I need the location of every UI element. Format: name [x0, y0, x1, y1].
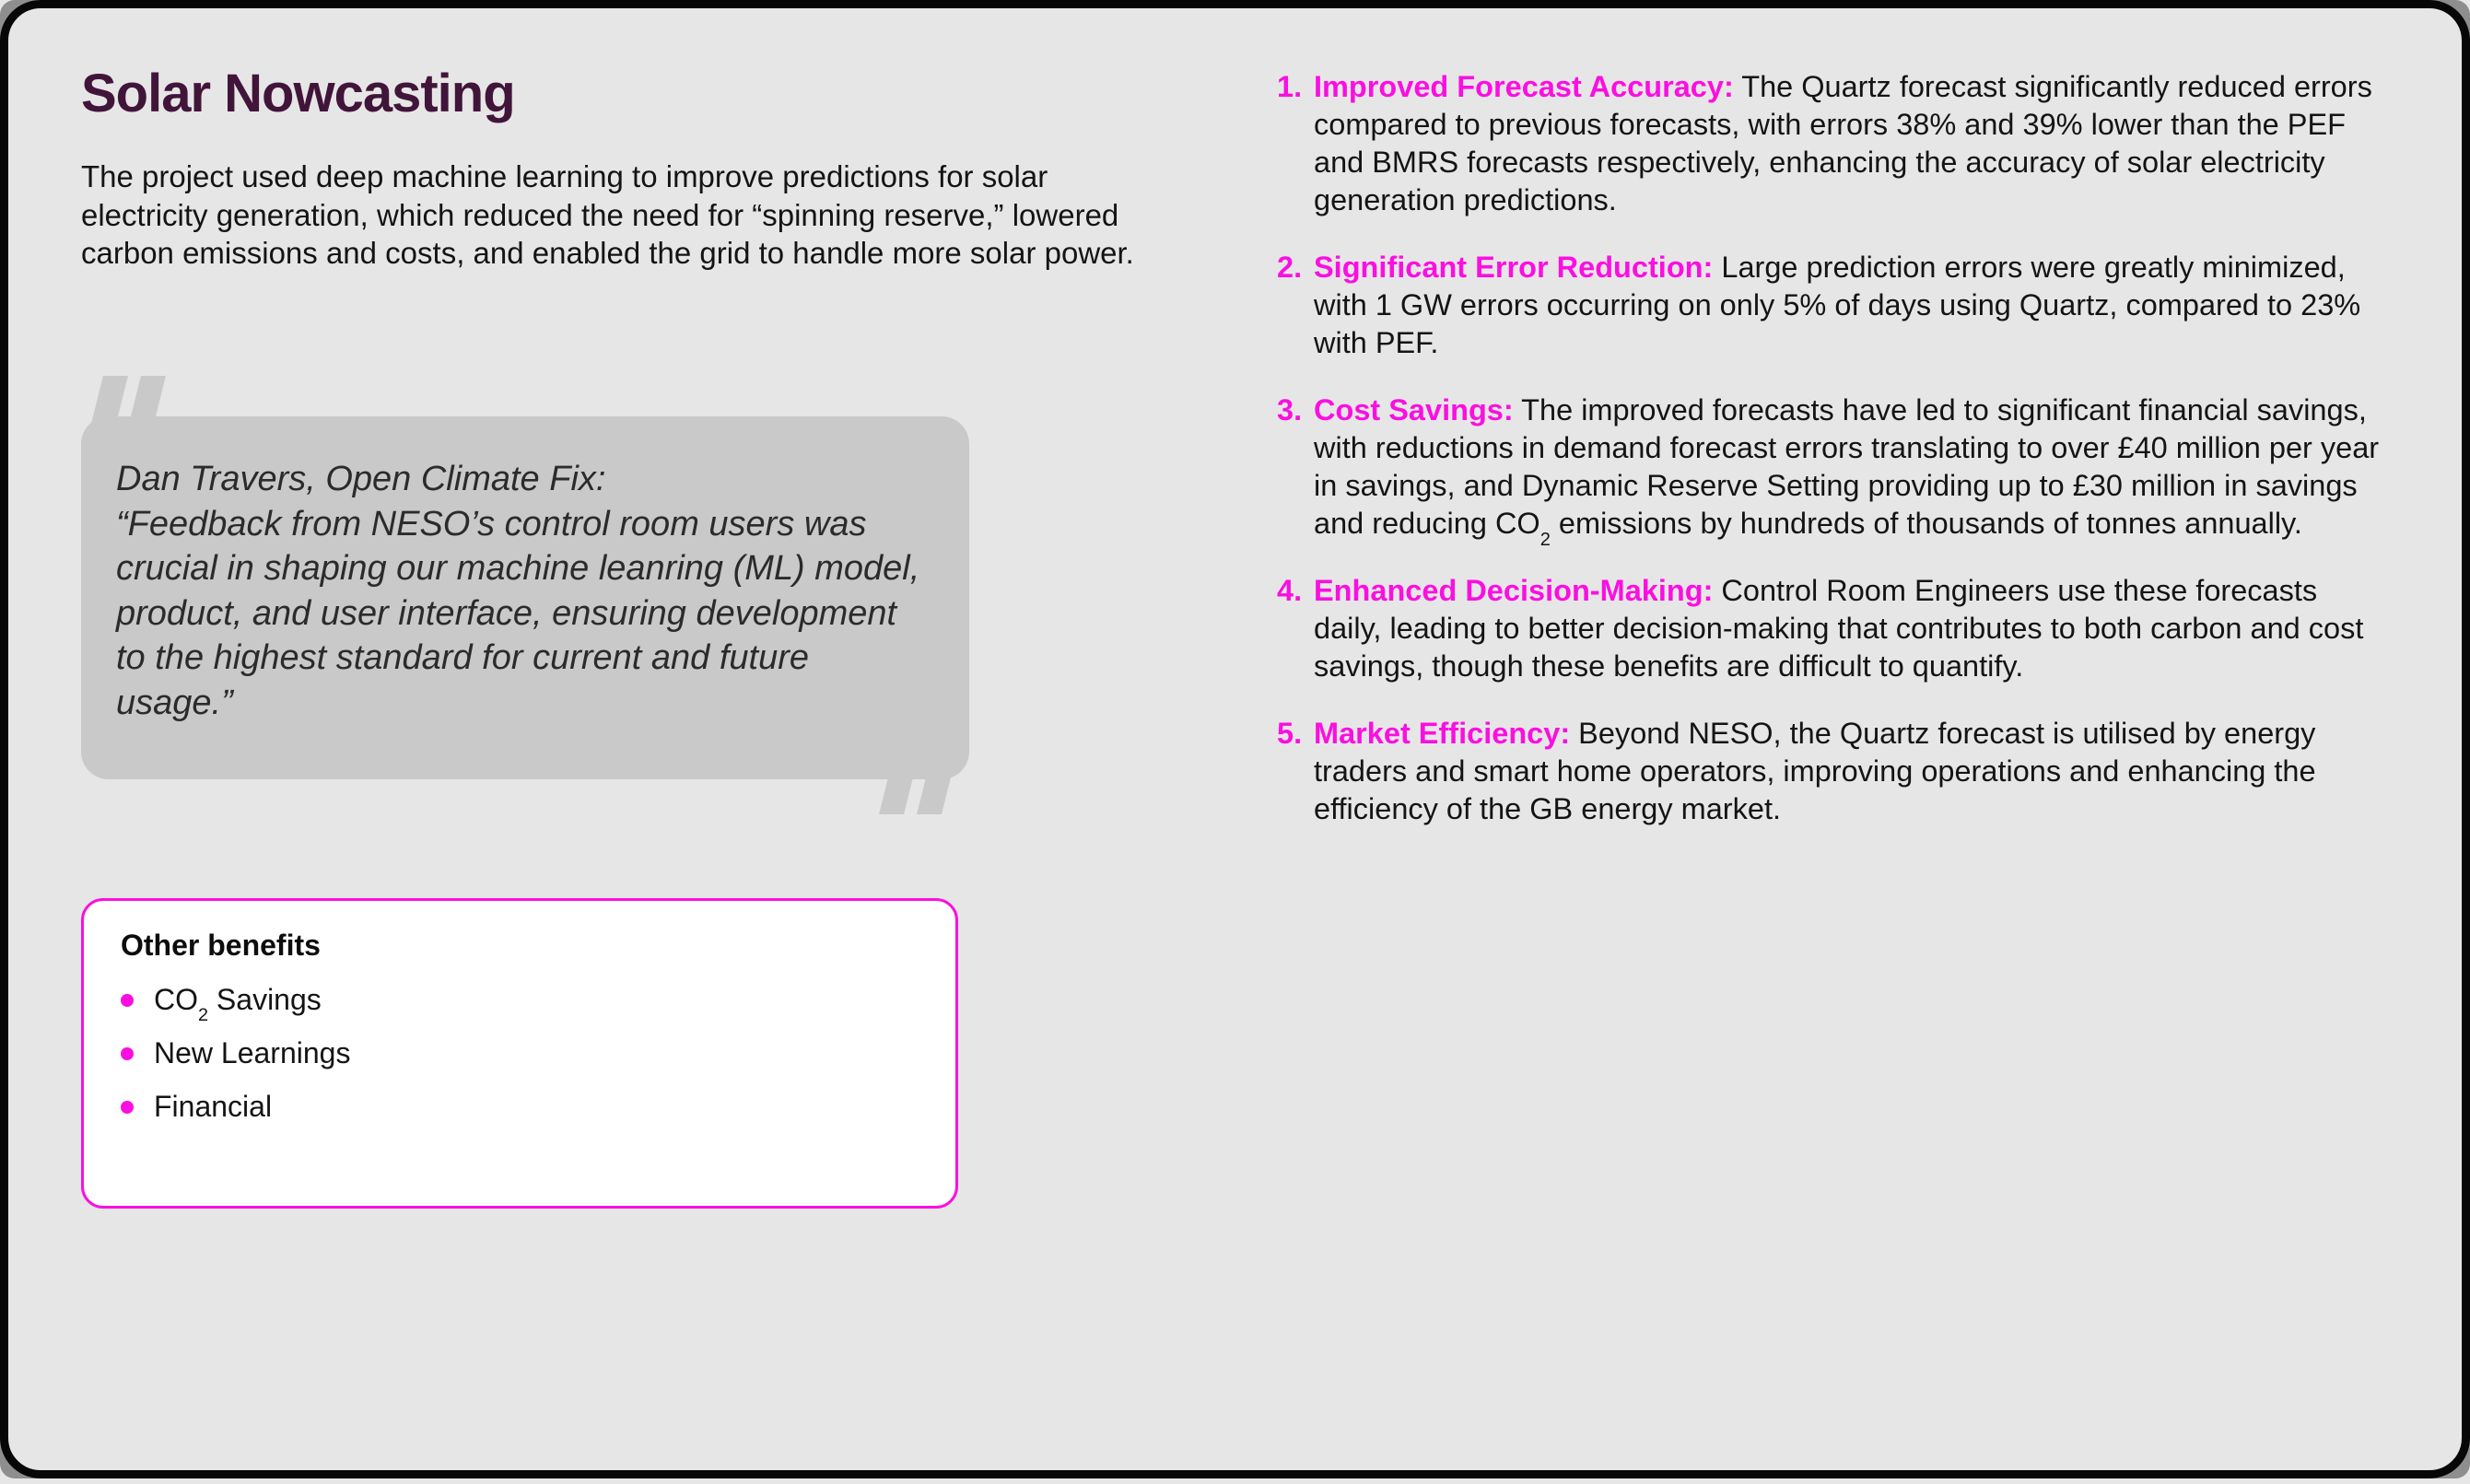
- bullet-dot-icon: [121, 1047, 134, 1060]
- item-heading: Improved Forecast Accuracy:: [1314, 70, 1734, 103]
- list-item: [121, 1036, 919, 1070]
- key-results-list: [1277, 68, 2386, 858]
- item-heading: Market Efficiency:: [1314, 717, 1571, 750]
- bullet-dot-icon: [121, 994, 134, 1007]
- item-number: 3.: [1277, 393, 1303, 427]
- page-title: Solar Nowcasting: [81, 64, 515, 123]
- list-item: [121, 1090, 919, 1124]
- list-item: [1277, 572, 2386, 685]
- item-heading: Enhanced Decision-Making:: [1314, 574, 1714, 607]
- list-item: [121, 983, 919, 1026]
- item-text: Improved Forecast Accuracy: The Quartz forecast significantly reduced errors compared to previous forecasts, with errors 38% and 39% lower than the PEF and BMRS forecasts respectively, enhancing the accuracy of solar electricity generation predictions.: [1314, 70, 2372, 216]
- list-item: [1277, 391, 2386, 550]
- item-text: Enhanced Decision-Making: Control Room Engineers use these forecasts daily, leading to better decision-making that contributes to both carbon and cost savings, though these benefits are difficult to quantify.: [1314, 574, 2364, 683]
- quote-text: “Feedback from NESO’s control room users was crucial in shaping our machine leanring (ML) model, product, and user interface, ensuring development to the highest standard for current and future usage.”: [116, 504, 920, 722]
- intro-paragraph: The project used deep machine learning to improve predictions for solar electricity generation, which reduced the need for “spinning reserve,” lowered carbon emissions and costs, and enabled the grid to handle more solar power.: [81, 159, 1134, 270]
- item-heading: Significant Error Reduction:: [1314, 251, 1714, 284]
- bullet-dot-icon: [121, 1101, 134, 1114]
- item-number: 2.: [1277, 251, 1303, 284]
- benefits-heading: Other benefits: [121, 929, 321, 962]
- benefit-label: $CO_2$ Savings: [154, 983, 322, 1026]
- item-number: 4.: [1277, 574, 1303, 607]
- list-item: [1277, 715, 2386, 828]
- benefit-label: New Learnings: [154, 1036, 351, 1069]
- benefit-label: Financial: [154, 1090, 273, 1123]
- quote-attribution: Dan Travers, Open Climate Fix:: [116, 460, 606, 498]
- list-item: [1277, 249, 2386, 362]
- item-heading: Cost Savings:: [1314, 393, 1514, 427]
- item-number: 5.: [1277, 717, 1303, 750]
- other-benefits-card: [81, 898, 958, 1209]
- item-text: Market Efficiency: Beyond NESO, the Quartz forecast is utilised by energy traders and smart home operators, improving operations and enhancing the efficiency of the GB energy market.: [1314, 717, 2316, 825]
- item-text: Significant Error Reduction: Large prediction errors were greatly minimized, with 1 GW errors occurring on only 5% of days using Quartz, compared to 23% with PEF.: [1314, 251, 2361, 359]
- list-item: [1277, 68, 2386, 219]
- item-text: Cost Savings: The improved forecasts have led to significant financial savings, with reductions in demand forecast errors translating to over £40 million per year in savings, and Dynamic Reserve Setting providing up to £30 million in savings and reducing $CO_2$ emissions by hundreds of thousands of tonnes annually.: [1314, 393, 2380, 550]
- item-number: 1.: [1277, 70, 1303, 103]
- quote-block: [81, 416, 969, 779]
